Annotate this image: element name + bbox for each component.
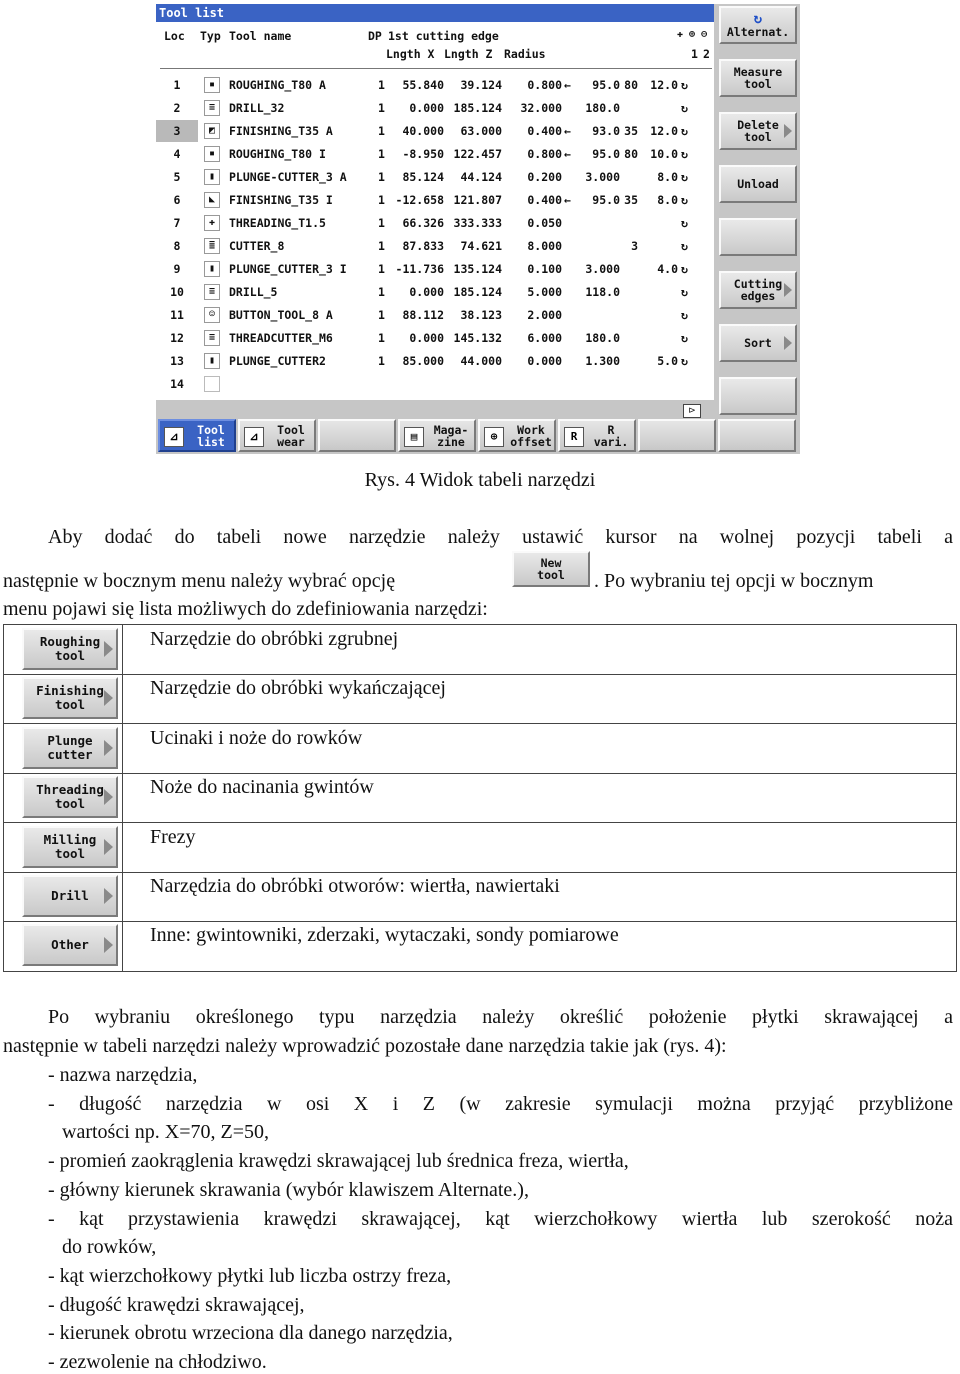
cell-dp: 1 — [378, 124, 385, 138]
cell-c: 4.0 — [657, 262, 678, 276]
cell-a: 118.0 — [585, 285, 620, 299]
tool-type-row — [4, 773, 956, 823]
tool-type-button-label: Drill — [51, 888, 89, 903]
cell-r: 0.200 — [527, 170, 562, 184]
tool-type-icon: ≡ — [204, 100, 220, 116]
cell-name: CUTTER_8 — [229, 239, 285, 253]
softkey-label-line: Tool — [277, 423, 305, 437]
header-lngth-z: Lngth Z — [444, 47, 493, 61]
cell-a: 93.0 — [592, 124, 620, 138]
cell-spin: ↻ — [681, 193, 688, 207]
cell-z: 74.621 — [460, 239, 502, 253]
cell-name: PLUNGE_CUTTER2 — [229, 354, 326, 368]
tool-type-icon: ▮ — [204, 169, 220, 185]
cell-dp: 1 — [378, 354, 385, 368]
softkey-icon: ⊿ — [164, 427, 184, 447]
tool-type-icon: ≡ — [204, 284, 220, 300]
cell-x: 0.000 — [409, 331, 444, 345]
softkey-label: Delete — [737, 118, 779, 132]
tool-type-description: Narzędzie do obróbki zgrubnej — [150, 628, 399, 650]
softkey-label: tool — [744, 77, 772, 91]
table-row[interactable] — [156, 74, 714, 96]
cell-r: 32.000 — [520, 101, 562, 115]
header-dp: DP — [368, 29, 382, 43]
cell-r: 6.000 — [527, 331, 562, 345]
table-row[interactable] — [156, 258, 714, 280]
row-loc: 12 — [170, 331, 184, 345]
tool-type-button[interactable] — [22, 776, 118, 818]
list-item: - długość krawędzi skrawającej, — [48, 1293, 305, 1316]
cell-z: 121.807 — [453, 193, 502, 207]
cell-name: PLUNGE-CUTTER_3 A — [229, 170, 347, 184]
cell-spin: ↻ — [681, 331, 688, 345]
softkey-label: edges — [740, 289, 776, 303]
para2-line1: Po wybraniu określonego typu narzędzia należy określić położenie płytki skrawającej a — [48, 1006, 953, 1028]
cell-b: 80 — [624, 147, 638, 161]
cell-dp: 1 — [378, 170, 385, 184]
cell-r: 2.000 — [527, 308, 562, 322]
cell-c: 12.0 — [650, 124, 678, 138]
cell-x: 66.326 — [402, 216, 444, 230]
cell-spin: ↻ — [681, 239, 688, 253]
softkey-vertical-5[interactable] — [719, 218, 797, 256]
softkey-label-line: offset — [510, 435, 552, 449]
cell-z: 185.124 — [453, 285, 502, 299]
softkey-icon: R — [564, 427, 584, 447]
cell-a: 1.300 — [585, 354, 620, 368]
scroll-icon[interactable]: ⊳ — [683, 404, 701, 418]
tool-type-description: Narzędzie do obróbki wykańczającej — [150, 677, 446, 700]
row-loc: 3 — [156, 120, 198, 142]
row-loc: 7 — [173, 216, 181, 230]
tool-types-table — [3, 624, 957, 972]
figure-caption: Rys. 4 Widok tabeli narzędzi — [364, 469, 596, 491]
softkey-label: Unload — [737, 177, 779, 191]
cell-r: 8.000 — [527, 239, 562, 253]
cell-z: 333.333 — [453, 216, 502, 230]
table-row[interactable] — [156, 97, 714, 119]
row-loc: 13 — [170, 354, 184, 368]
cell-b: 35 — [624, 193, 638, 207]
tool-type-icon: ▮ — [204, 353, 220, 369]
softkey-icon: ⊿ — [244, 427, 264, 447]
para1-line2a: następnie w bocznym menu należy wybrać opcję — [3, 570, 396, 592]
tool-type-description: Noże do nacinania gwintów — [150, 776, 374, 799]
row-loc: 4 — [173, 147, 181, 161]
softkey-label-line: R — [607, 423, 615, 437]
cell-a: 95.0 — [592, 193, 620, 207]
table-row[interactable] — [156, 143, 714, 165]
list-item: - kąt przystawienia krawędzi skrawającej, kąt wierzchołkowy wiertła lub szerokość noża — [48, 1207, 953, 1230]
cell-dp: 1 — [378, 331, 385, 345]
cell-a: 180.0 — [585, 331, 620, 345]
cell-r: 0.400 — [527, 193, 562, 207]
cell-dir: ← — [564, 78, 571, 92]
cell-dp: 1 — [378, 308, 385, 322]
softkey-vertical-2[interactable] — [719, 59, 797, 97]
cell-name: THREADING_T1.5 — [229, 216, 326, 230]
tool-type-description: Inne: gwintowniki, zderzaki, wytaczaki, sondy pomiarowe — [150, 924, 619, 947]
cell-z: 63.000 — [460, 124, 502, 138]
list-item: - nazwa narzędzia, — [48, 1064, 198, 1086]
cell-spin: ↻ — [681, 170, 688, 184]
softkey-label — [190, 424, 232, 448]
tool-type-row — [4, 872, 956, 922]
list-item: wartości np. X=70, Z=50, — [62, 1121, 269, 1144]
cell-r: 0.800 — [527, 147, 562, 161]
softkey-label-line: vari. — [593, 435, 629, 449]
softkey-horizontal-1[interactable] — [158, 419, 236, 452]
header-typ: Typ — [200, 29, 221, 43]
tool-type-icon — [204, 376, 220, 392]
table-row[interactable] — [156, 327, 714, 349]
cell-z: 39.124 — [460, 78, 502, 92]
cell-x: 0.000 — [409, 101, 444, 115]
softkey-label-line: zine — [437, 435, 465, 449]
cell-dp: 1 — [378, 78, 385, 92]
tool-type-button-label: tool — [54, 796, 86, 812]
softkey-label: Alternat. — [726, 24, 790, 39]
header-divider — [160, 68, 712, 69]
cell-spin: ↻ — [681, 124, 688, 138]
tool-type-button-label: tool — [54, 697, 86, 713]
list-item: - kąt wierzchołkowy płytki lub liczba ostrzy freza, — [48, 1264, 452, 1287]
tool-type-description: Narzędzia do obróbki otworów: wiertła, nawiertaki — [150, 875, 560, 897]
tool-type-icon: ▮ — [204, 261, 220, 277]
list-item: - kierunek obrotu wrzeciona dla danego narzędzia, — [48, 1322, 453, 1345]
cell-dir: ← — [564, 147, 571, 161]
list-item: - główny kierunek skrawania (wybór klawiszem Alternate.), — [48, 1178, 529, 1201]
row-loc: 5 — [173, 170, 181, 184]
table-row[interactable] — [156, 281, 714, 303]
cell-r: 0.000 — [527, 354, 562, 368]
list-item: - promień zaokrąglenia krawędzi skrawającej lub średnica freza, wiertła, — [48, 1150, 629, 1173]
softkey-label — [590, 424, 632, 448]
list-item: do rowków, — [62, 1236, 157, 1259]
softkey-icon: ⊕ — [484, 427, 504, 447]
cell-name: DRILL_5 — [229, 285, 278, 299]
cell-dp: 1 — [378, 262, 385, 276]
softkey-label: Cutting — [733, 277, 783, 291]
tool-type-icon: ▪ — [204, 77, 220, 93]
tool-type-button-label: Other — [51, 937, 89, 953]
tool-type-row — [4, 674, 956, 724]
cell-x: 85.000 — [402, 354, 444, 368]
cell-b: 80 — [624, 78, 638, 92]
cell-a: 180.0 — [585, 101, 620, 115]
cell-r: 0.100 — [527, 262, 562, 276]
cell-r: 0.800 — [527, 78, 562, 92]
cell-b: 3 — [631, 239, 638, 253]
cell-spin: ↻ — [681, 308, 688, 322]
cell-name: THREADCUTTER_M6 — [229, 331, 333, 345]
tool-type-button-label: Threading — [36, 782, 104, 798]
row-loc: 14 — [170, 377, 184, 391]
new-tool-line1: New — [540, 556, 562, 570]
new-tool-line2: tool — [537, 568, 565, 582]
cell-c: 8.0 — [657, 193, 678, 207]
cell-z: 135.124 — [453, 262, 502, 276]
cell-x: -8.950 — [402, 147, 444, 161]
softkey-horizontal-2[interactable] — [238, 419, 316, 452]
cell-z: 44.000 — [460, 354, 502, 368]
cell-c: 12.0 — [650, 78, 678, 92]
softkey-label: Sort — [744, 336, 772, 350]
cell-z: 44.124 — [460, 170, 502, 184]
row-loc: 9 — [173, 262, 181, 276]
cell-dp: 1 — [378, 285, 385, 299]
table-row[interactable] — [156, 166, 714, 188]
tool-type-button-label: Roughing — [39, 634, 101, 649]
tool-type-row — [4, 724, 956, 774]
cell-c: 8.0 — [657, 170, 678, 184]
cell-x: 88.112 — [402, 308, 444, 322]
list-item: - zezwolenie na chłodziwo. — [48, 1351, 267, 1373]
cell-b: 35 — [624, 124, 638, 138]
cell-r: 0.400 — [527, 124, 562, 138]
tool-type-button[interactable] — [22, 628, 118, 670]
tool-type-description: Frezy — [150, 825, 196, 848]
tool-type-icon: ◩ — [204, 123, 220, 139]
cell-spin: ↻ — [681, 262, 688, 276]
cell-dp: 1 — [378, 101, 385, 115]
cell-name: ROUGHING_T80 I — [229, 147, 326, 161]
softkey-label: tool — [744, 130, 772, 144]
cell-spin: ↻ — [681, 78, 688, 92]
softkey-vertical-8[interactable] — [719, 377, 797, 415]
header-radius: Radius — [504, 47, 546, 61]
cell-x: 0.000 — [409, 285, 444, 299]
cell-name: DRILL_32 — [229, 101, 285, 115]
softkey-horizontal-6[interactable] — [558, 419, 636, 452]
softkey-label-line: Work — [517, 423, 545, 437]
cell-r: 5.000 — [527, 285, 562, 299]
header-col1: 1 — [691, 47, 698, 61]
header-col2: 2 — [703, 47, 710, 61]
softkey-label — [270, 424, 312, 448]
cell-a: 95.0 — [592, 147, 620, 161]
cell-a: 3.000 — [585, 262, 620, 276]
softkey-vertical-6[interactable] — [719, 271, 797, 309]
header-lngth-x: Lngth X — [386, 47, 435, 61]
tool-type-description: Ucinaki i noże do rowków — [150, 726, 363, 749]
row-loc: 2 — [173, 101, 181, 115]
cell-x: -11.736 — [395, 262, 444, 276]
cell-dp: 1 — [378, 239, 385, 253]
softkey-label-line: list — [197, 435, 225, 449]
table-row[interactable] — [156, 373, 714, 395]
softkey-vertical-1[interactable] — [719, 6, 797, 44]
table-row[interactable] — [156, 212, 714, 234]
window-title: Tool list — [156, 4, 714, 22]
tool-type-icon: ≡ — [204, 330, 220, 346]
cell-x: 40.000 — [402, 124, 444, 138]
para1-line3: menu pojawi się lista możliwych do zdefiniowania narzędzi: — [3, 598, 488, 620]
table-row[interactable] — [156, 235, 714, 257]
table-row[interactable] — [156, 189, 714, 211]
cell-x: 87.833 — [402, 239, 444, 253]
cell-z: 185.124 — [453, 101, 502, 115]
cell-r: 0.050 — [527, 216, 562, 230]
cell-spin: ↻ — [681, 285, 688, 299]
coolant-icon: ✚ ⊕ ⊖ — [677, 29, 708, 40]
para1-line2b: . Po wybraniu tej opcji w bocznym — [594, 570, 874, 592]
cell-a: 3.000 — [585, 170, 620, 184]
softkey-vertical-4[interactable] — [719, 165, 797, 203]
softkey-horizontal-4[interactable] — [398, 419, 476, 452]
tool-type-button-label: Plunge — [47, 732, 93, 748]
para2-line2: następnie w tabeli narzędzi należy wprowadzić pozostałe dane narzędzia takie jak (rys. 4): — [3, 1035, 727, 1057]
cell-dp: 1 — [378, 216, 385, 230]
cell-a: 95.0 — [592, 78, 620, 92]
tool-type-button[interactable] — [22, 677, 118, 719]
tool-table — [156, 4, 714, 400]
tool-type-button[interactable] — [22, 875, 118, 917]
tool-type-button[interactable] — [22, 924, 118, 966]
para1-line1: Aby dodać do tabeli nowe narzędzie należy ustawić kursor na wolnej pozycji tabeli a — [48, 526, 953, 548]
tool-type-button[interactable] — [22, 826, 118, 868]
tool-type-button-label: Finishing — [36, 683, 104, 699]
cell-spin: ↻ — [681, 216, 688, 230]
cell-spin: ↻ — [681, 101, 688, 115]
row-loc: 8 — [173, 239, 181, 253]
softkey-horizontal-7[interactable] — [638, 419, 716, 452]
softkey-label-line: wear — [277, 435, 305, 449]
softkey-horizontal-3[interactable] — [318, 419, 396, 452]
row-loc: 10 — [170, 285, 184, 299]
softkey-icon: ▤ — [404, 427, 424, 447]
header-loc: Loc — [164, 29, 185, 43]
tool-type-icon: ▪ — [204, 146, 220, 162]
softkey-label-line: Maga- — [433, 423, 469, 437]
tool-type-row — [4, 823, 956, 873]
softkey-horizontal-8[interactable] — [718, 419, 796, 452]
tool-type-button-label: tool — [54, 845, 86, 861]
tool-type-button-label: tool — [54, 648, 86, 663]
header-cutting-edge: 1st cutting edge — [388, 29, 499, 43]
softkey-label — [430, 424, 472, 448]
softkey-vertical-7[interactable] — [719, 324, 797, 362]
cell-z: 38.123 — [460, 308, 502, 322]
table-row[interactable] — [156, 304, 714, 326]
tool-list-screen — [156, 4, 800, 454]
softkey-horizontal-5[interactable] — [478, 419, 556, 452]
cell-dir: ← — [564, 124, 571, 138]
cell-name: FINISHING_T35 I — [229, 193, 333, 207]
cell-c: 10.0 — [650, 147, 678, 161]
header-tool-name: Tool name — [229, 29, 292, 43]
tool-type-button-label: Milling — [43, 831, 97, 847]
cell-dir: ← — [564, 193, 571, 207]
cell-dp: 1 — [378, 147, 385, 161]
cell-z: 122.457 — [453, 147, 502, 161]
alternate-icon: ↻ — [753, 10, 763, 27]
list-item: - długość narzędzia w osi X i Z (w zakresie symulacji można przyjąć przybliżone — [48, 1092, 953, 1115]
cell-x: -12.658 — [395, 193, 444, 207]
cell-z: 145.132 — [453, 331, 502, 345]
table-row[interactable] — [156, 350, 714, 372]
row-loc: 11 — [170, 308, 184, 322]
tool-type-button-label: cutter — [47, 746, 93, 762]
cell-name: ROUGHING_T80 A — [229, 78, 326, 92]
cell-x: 85.124 — [402, 170, 444, 184]
tool-type-button[interactable] — [22, 727, 118, 769]
new-tool-button[interactable] — [512, 551, 590, 587]
cell-name: PLUNGE_CUTTER_3 I — [229, 262, 347, 276]
row-loc: 1 — [173, 78, 181, 92]
cell-x: 55.840 — [402, 78, 444, 92]
cell-c: 5.0 — [657, 354, 678, 368]
row-loc: 6 — [173, 193, 181, 207]
table-row[interactable] — [156, 120, 714, 142]
cell-dp: 1 — [378, 193, 385, 207]
tool-type-icon: ≣ — [204, 238, 220, 254]
tool-type-icon: ✚ — [204, 215, 220, 231]
cell-spin: ↻ — [681, 147, 688, 161]
softkey-vertical-3[interactable] — [719, 112, 797, 150]
cell-name: BUTTON_TOOL_8 A — [229, 308, 333, 322]
tool-type-icon: ◣ — [204, 192, 220, 208]
softkey-label: Measure — [733, 65, 783, 79]
tool-type-icon: ☺ — [204, 307, 220, 323]
softkey-label-line: Tool — [197, 423, 225, 437]
tool-type-row — [4, 625, 956, 675]
tool-type-row — [4, 921, 956, 971]
cell-spin: ↻ — [681, 354, 688, 368]
cell-name: FINISHING_T35 A — [229, 124, 333, 138]
softkey-label — [510, 424, 552, 448]
